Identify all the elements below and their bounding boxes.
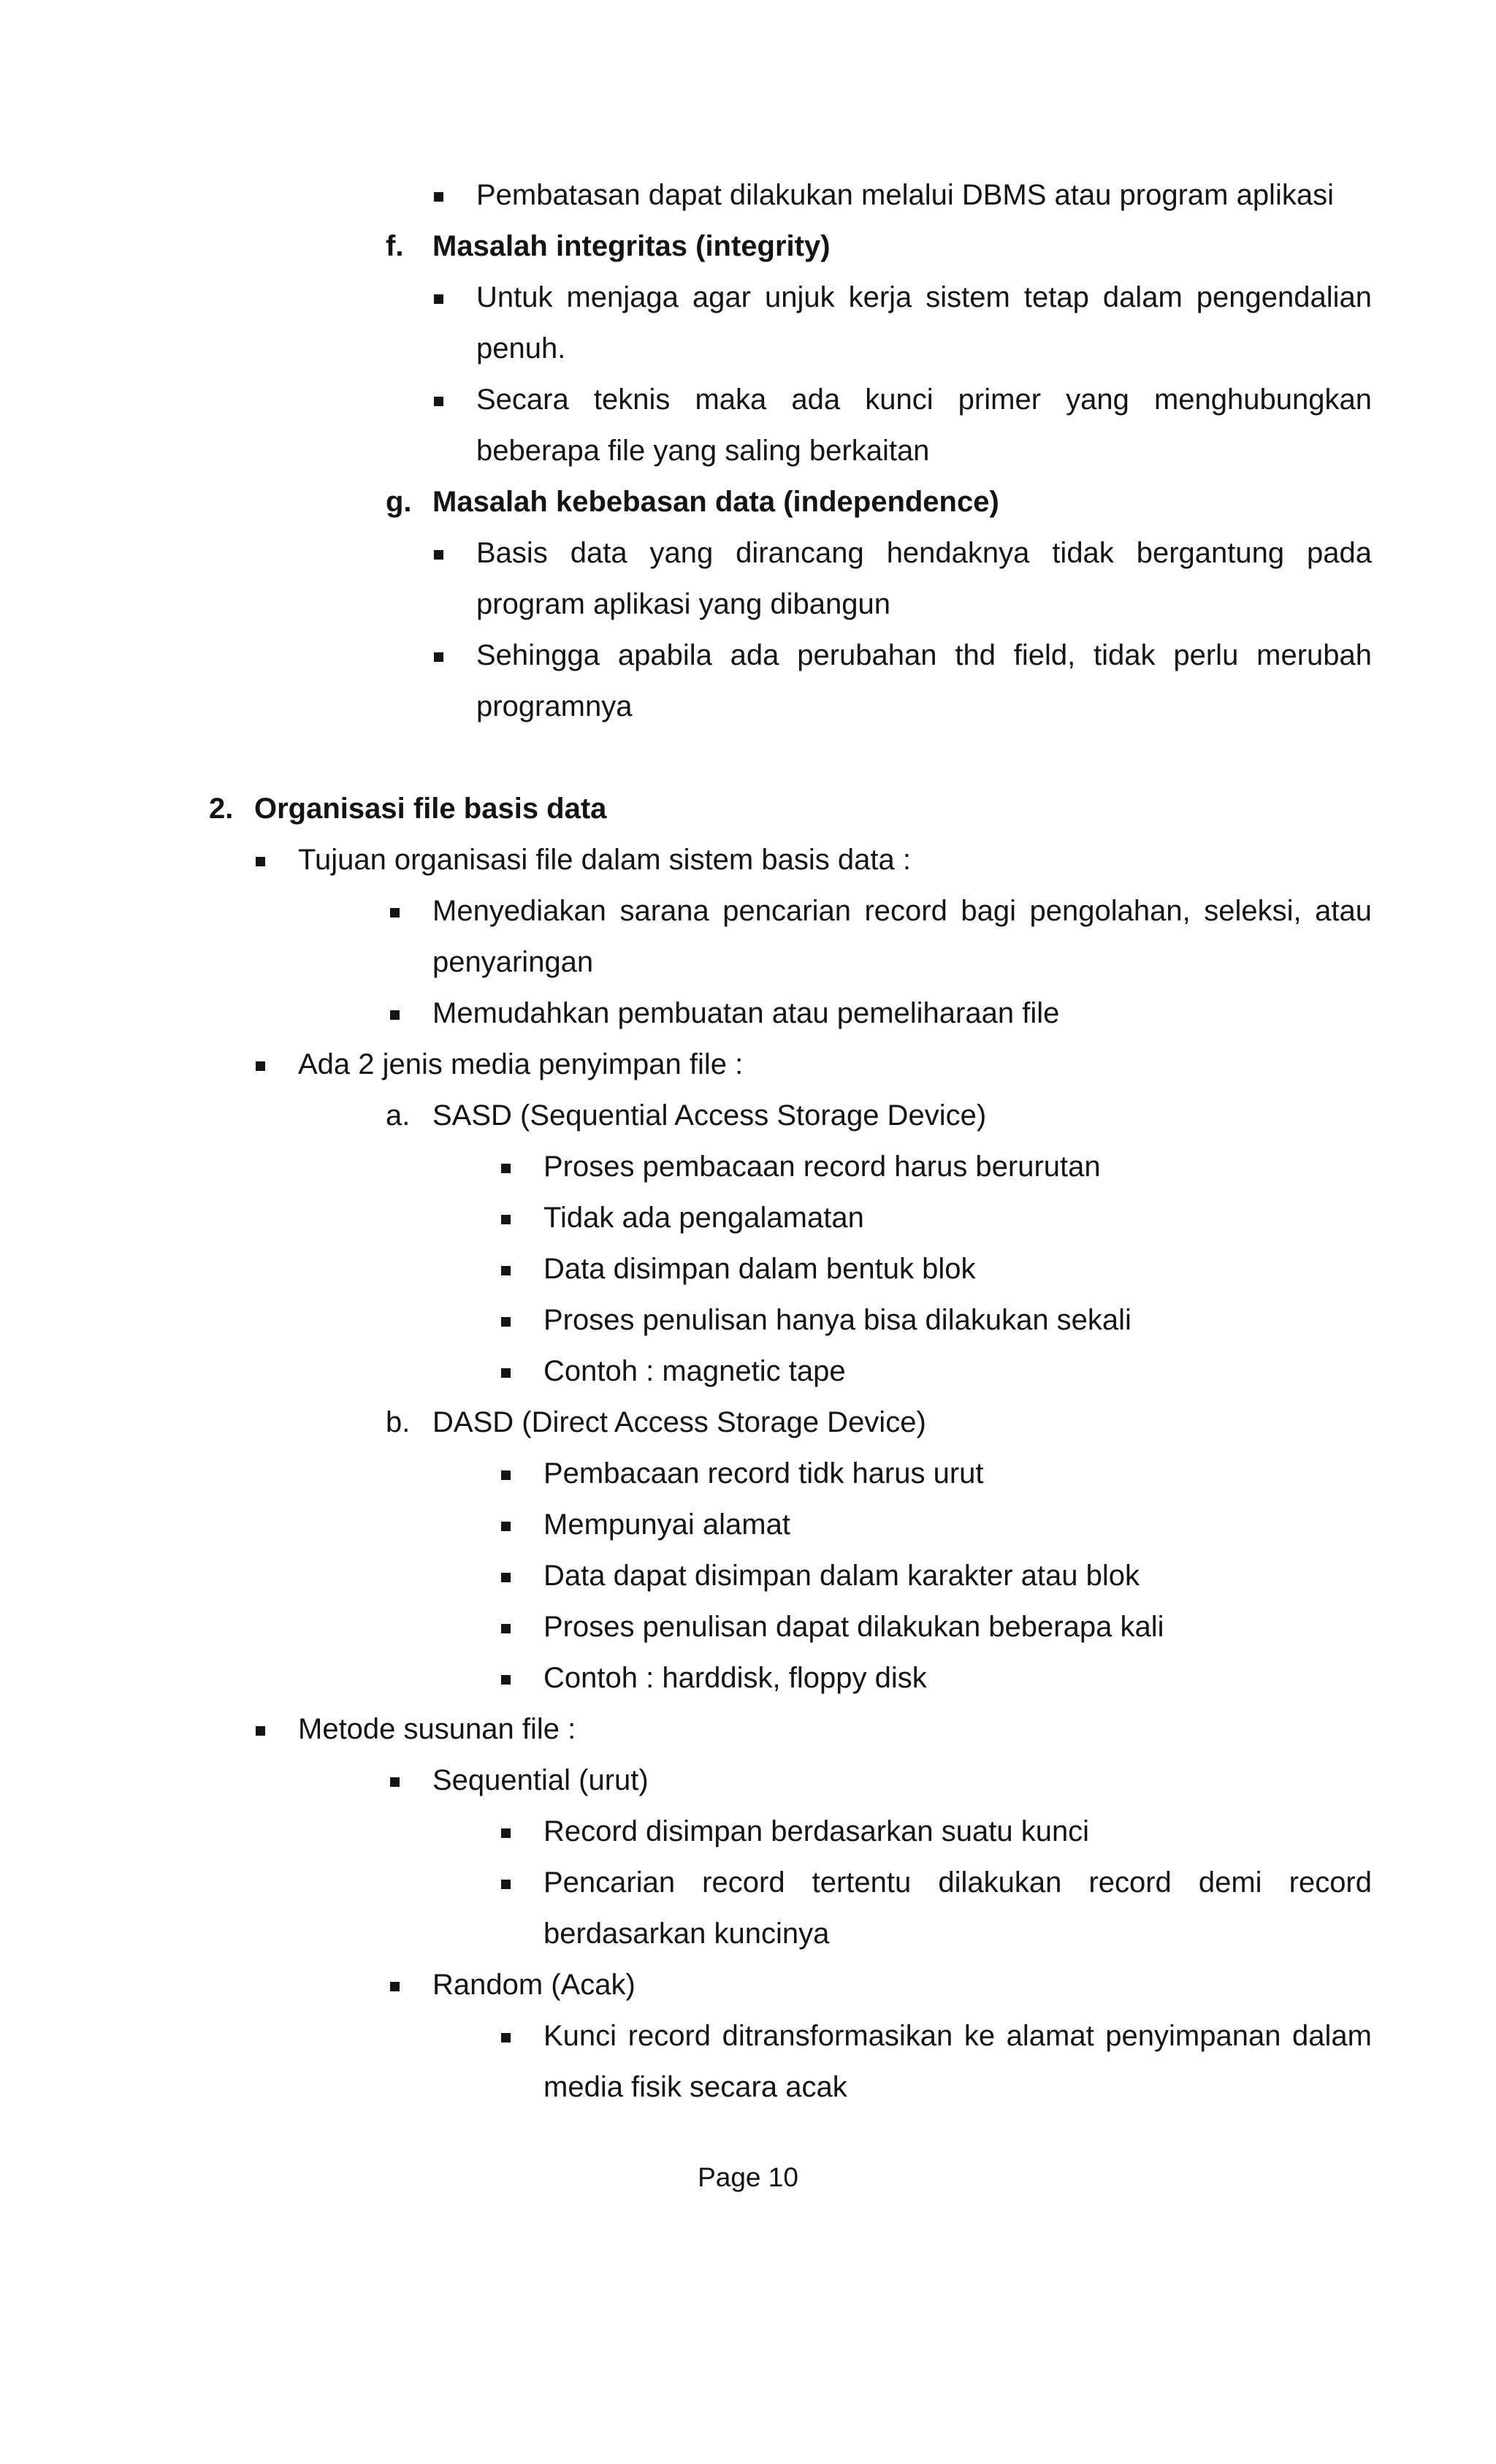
bullet-marker: [434, 550, 443, 560]
bullet-marker: [434, 192, 443, 202]
dasd-item: Mempunyai alamat: [543, 1508, 790, 1541]
bullet-marker: [501, 1317, 511, 1327]
tujuan-heading: Tujuan organisasi file dalam sistem basis data :: [298, 844, 911, 876]
sequential-bullet-2-line-2: berdasarkan kuncinya: [543, 1918, 830, 1950]
item-b-marker: b.: [386, 1406, 411, 1438]
random-heading: Random (Acak): [432, 1969, 636, 2001]
sasd-item: Proses penulisan hanya bisa dilakukan sekali: [543, 1304, 1131, 1336]
item-a-title: SASD (Sequential Access Storage Device): [432, 1099, 987, 1132]
f-bullet-2-line-1: Secara teknis maka ada kunci primer yang menghubungkan: [476, 384, 1372, 416]
sequential-heading: Sequential (urut): [432, 1764, 649, 1796]
item-b-title: DASD (Direct Access Storage Device): [432, 1406, 926, 1438]
random-bullet-1-line-1: Kunci record ditransformasikan ke alamat penyimpanan dalam: [543, 2020, 1372, 2052]
bullet-marker: [256, 1061, 265, 1071]
bullet-marker: [501, 1266, 511, 1275]
bullet-marker: [390, 1982, 400, 1991]
sasd-item: Contoh : magnetic tape: [543, 1355, 846, 1387]
sequential-bullet-1: Record disimpan berdasarkan suatu kunci: [543, 1815, 1090, 1847]
bullet-marker: [501, 1471, 511, 1480]
sequential-bullet-2-line-1: Pencarian record tertentu dilakukan record demi record: [543, 1866, 1372, 1899]
bullet-marker: [501, 1675, 511, 1685]
bullet-marker: [390, 1777, 400, 1787]
bullet-marker: [501, 1368, 511, 1378]
item-f-title: Masalah integritas (integrity): [432, 230, 831, 262]
bullet-marker: [434, 397, 443, 406]
tujuan-bullet-1-line-2: penyaringan: [432, 946, 594, 978]
f-bullet-1-line-2: penuh.: [476, 332, 566, 365]
bullet-pembatasan: Pembatasan dapat dilakukan melalui DBMS atau program aplikasi: [476, 179, 1334, 211]
page-number: Page 10: [698, 2162, 798, 2192]
item-g-title: Masalah kebebasan data (independence): [432, 486, 999, 518]
tujuan-bullet-1-line-1: Menyediakan sarana pencarian record bagi pengolahan, seleksi, atau: [432, 895, 1372, 927]
dasd-item: Contoh : harddisk, floppy disk: [543, 1662, 927, 1694]
f-bullet-1-line-1: Untuk menjaga agar unjuk kerja sistem tetap dalam pengendalian: [476, 281, 1372, 313]
bullet-marker: [390, 908, 400, 918]
bullet-marker: [390, 1010, 400, 1020]
bullet-marker: [501, 1828, 511, 1838]
bullet-marker: [501, 1215, 511, 1224]
g-bullet-2-line-1: Sehingga apabila ada perubahan thd field, tidak perlu merubah: [476, 639, 1372, 671]
bullet-marker: [256, 1726, 265, 1736]
tujuan-bullet-2: Memudahkan pembuatan atau pemeliharaan file: [432, 997, 1060, 1029]
bullet-marker: [434, 294, 443, 304]
bullet-marker: [256, 857, 265, 866]
section-title: Organisasi file basis data: [254, 793, 607, 825]
g-bullet-1-line-2: program aplikasi yang dibangun: [476, 588, 891, 620]
f-bullet-2-line-2: beberapa file yang saling berkaitan: [476, 435, 930, 467]
item-a-marker: a.: [386, 1099, 411, 1132]
bullet-marker: [501, 2033, 511, 2042]
bullet-marker: [501, 1522, 511, 1531]
dasd-item: Proses penulisan dapat dilakukan beberapa kali: [543, 1611, 1164, 1643]
bullet-marker: [501, 1573, 511, 1582]
section-number: 2.: [209, 793, 234, 825]
bullet-marker: [501, 1164, 511, 1173]
media-heading: Ada 2 jenis media penyimpan file :: [298, 1048, 744, 1080]
dasd-item: Pembacaan record tidk harus urut: [543, 1457, 984, 1490]
random-bullet-1-line-2: media fisik secara acak: [543, 2071, 847, 2103]
g-bullet-1-line-1: Basis data yang dirancang hendaknya tidak bergantung pada: [476, 537, 1372, 569]
sasd-item: Proses pembacaan record harus berurutan: [543, 1151, 1101, 1183]
bullet-marker: [501, 1624, 511, 1633]
g-bullet-2-line-2: programnya: [476, 690, 633, 722]
bullet-marker: [501, 1880, 511, 1889]
sasd-item: Data disimpan dalam bentuk blok: [543, 1253, 976, 1285]
item-f-marker: f.: [386, 230, 404, 262]
metode-heading: Metode susunan file :: [298, 1713, 576, 1745]
dasd-item: Data dapat disimpan dalam karakter atau blok: [543, 1560, 1140, 1592]
sasd-item: Tidak ada pengalamatan: [543, 1202, 864, 1234]
bullet-marker: [434, 652, 443, 662]
item-g-marker: g.: [386, 486, 412, 518]
